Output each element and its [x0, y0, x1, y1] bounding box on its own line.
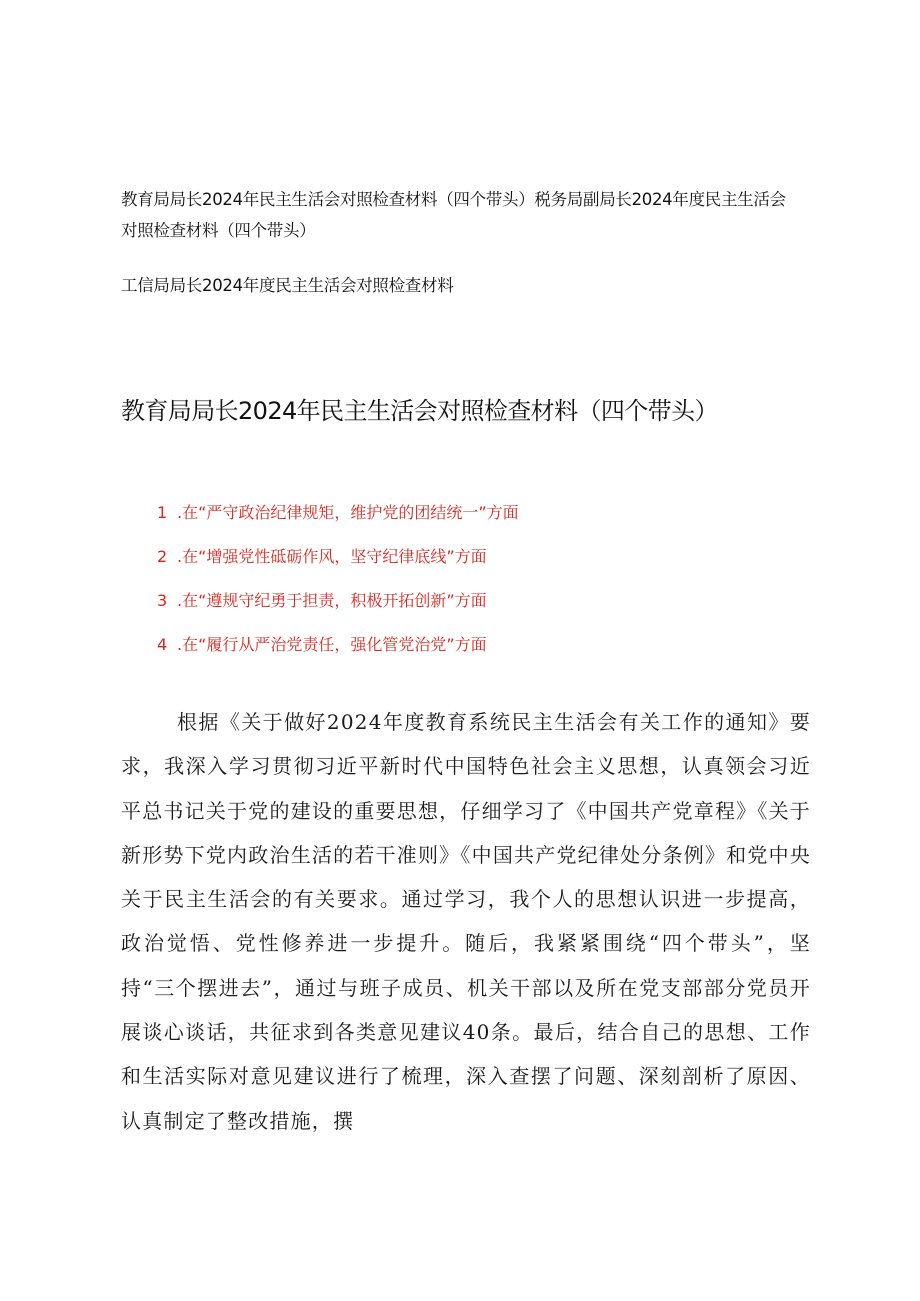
table-of-contents [121, 184, 821, 301]
outline-text: .在“遵规守纪勇于担责，积极开拓创新”方面 [177, 591, 487, 610]
toc-entry: 工信局局长2024年度民主生活会对照检查材料 [121, 276, 454, 295]
outline-text: .在“履行从严治党责任，强化管党治党”方面 [177, 635, 487, 654]
toc-entry: 对照检查材料（四个带头） [121, 221, 316, 240]
document-title: 教育局局长2024年民主生活会对照检查材料（四个带头） [121, 397, 718, 425]
outline-item [157, 585, 777, 629]
outline-number: 2 [157, 547, 168, 566]
outline-list [157, 497, 777, 673]
outline-item [157, 541, 777, 585]
outline-number: 3 [157, 591, 168, 610]
outline-item [157, 629, 777, 673]
outline-text: .在“增强党性砥砺作风，坚守纪律底线”方面 [177, 547, 487, 566]
toc-entry: 教育局局长2024年民主生活会对照检查材料（四个带头）税务局副局长2024年度民主生活会 [121, 190, 786, 209]
toc-spacer [121, 246, 821, 270]
outline-text: .在“严守政治纪律规矩，维护党的团结统一”方面 [177, 503, 519, 522]
outline-number: 1 [157, 503, 168, 522]
body-paragraph: 根据《关于做好2024年度教育系统民主生活会有关工作的通知》要求，我深入学习贯彻习近平新时代中国特色社会主义思想，认真领会习近平总书记关于党的建设的重要思想，仔细学习了《中国共产党章程》《关于新形势下党内政治生活的若干准则》《中国共产党纪律处分条例》和党中央关于民主生活会的有关要求。通过学习，我个人的思想认识进一步提高，政治觉悟、党性修养进一步提升。随后，我紧紧围绕“四个带头”，坚持“三个摆进去”，通过与班子成员、机关干部以及所在党支部部分党员开展谈心谈话，共征求到各类意见建议40条。最后，结合自己的思想、工作和生活实际对意见建议进行了梳理，深入查摆了问题、深刻剖析了原因、认真制定了整改措施，撰 [121, 710, 811, 1133]
outline-item [157, 497, 777, 541]
outline-number: 4 [157, 635, 168, 654]
